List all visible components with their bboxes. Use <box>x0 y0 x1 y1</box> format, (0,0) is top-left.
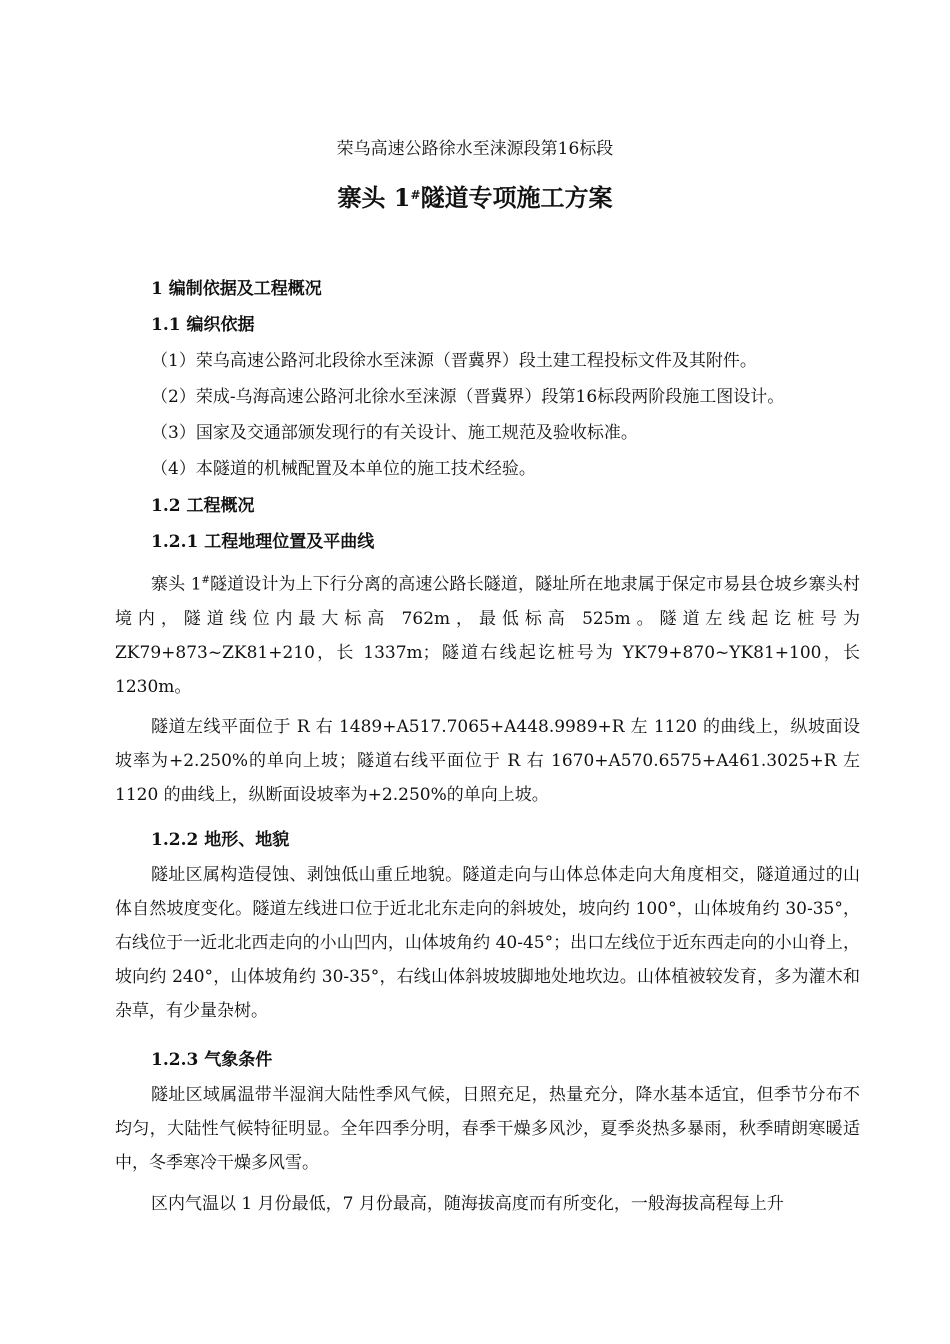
heading-1: 1 编制依据及工程概况 <box>151 279 322 299</box>
heading-1-2: 1.2 工程概况 <box>151 496 255 516</box>
list-item: （2）荣成-乌海高速公路河北徐水至涞源（晋冀界）段第16标段两阶段施工图设计。 <box>151 387 785 407</box>
document-subtitle: 荣乌高速公路徐水至涞源段第16标段 <box>336 139 614 159</box>
paragraph-text-after: 隧道设计为上下行分离的高速公路长隧道，隧址所在地隶属于保定市易县仓坡乡寨头村境内，隧道线位内最大标高 762m，最低标高 525m。隧道左线起讫桩号为 ZK79+873~ZK81+210，长 1337m；隧道右线起讫桩号为 YK79+870~YK81+100，长 1230m。 <box>115 574 860 697</box>
paragraph-temperature: 区内气温以 1 月份最低，7 月份最高，随海拔高度而有所变化，一般海拔高程每上升 <box>151 1194 784 1214</box>
title-superscript: # <box>410 188 421 202</box>
paragraph-text-before: 寨头 1 <box>151 574 202 595</box>
heading-1-2-1: 1.2.1 工程地理位置及平曲线 <box>151 532 375 552</box>
paragraph-climate: 隧址区域属温带半湿润大陆性季风气候，日照充足，热量充分，降水基本适宜，但季节分布不均匀，大陆性气候特征明显。全年四季分明，春季干燥多风沙，夏季炎热多暴雨，秋季晴朗寒暖适中，冬季寒冷干燥多风雪。 <box>115 1085 860 1173</box>
list-item: （3）国家及交通部颁发现行的有关设计、施工规范及验收标准。 <box>151 423 638 443</box>
paragraph-terrain: 隧址区属构造侵蚀、剥蚀低山重丘地貌。隧道走向与山体总体走向大角度相交，隧道通过的山体自然坡度变化。隧道左线进口位于近北北东走向的斜坡处，坡向约 100°，山体坡角约 30-35°，右线位于一近北北西走向的小山凹内，山体坡角约 40-45°；出口左线位于近东西走向的小山脊上，坡向约 240°，山体坡角约 30-35°，右线山体斜坡坡脚地处地坎边。山体植被较发育，多为灌木和杂草，有少量杂树。 <box>115 865 860 1021</box>
heading-1-2-2: 1.2.2 地形、地貌 <box>151 830 290 850</box>
title-text-after: 隧道专项施工方案 <box>420 183 613 212</box>
heading-1-1: 1.1 编织依据 <box>151 315 255 335</box>
document-title <box>0 181 950 215</box>
heading-1-2-3: 1.2.3 气象条件 <box>151 1050 273 1070</box>
paragraph-location <box>115 564 860 704</box>
paragraph-superscript: # <box>201 575 210 586</box>
paragraph-alignment: 隧道左线平面位于 R 右 1489+A517.7065+A448.9989+R 左 1120 的曲线上，纵坡面设坡率为+2.250%的单向上坡；隧道右线平面位于 R 右 1670+A570.6575+A461.3025+R 左 1120 的曲线上，纵断面设坡率为+2.250%的单向上坡。 <box>115 717 860 805</box>
title-text-before: 寨头 1 <box>337 183 411 212</box>
list-item: （4）本隧道的机械配置及本单位的施工技术经验。 <box>151 459 536 479</box>
list-item: （1）荣乌高速公路河北段徐水至涞源（晋冀界）段土建工程投标文件及其附件。 <box>151 351 757 371</box>
